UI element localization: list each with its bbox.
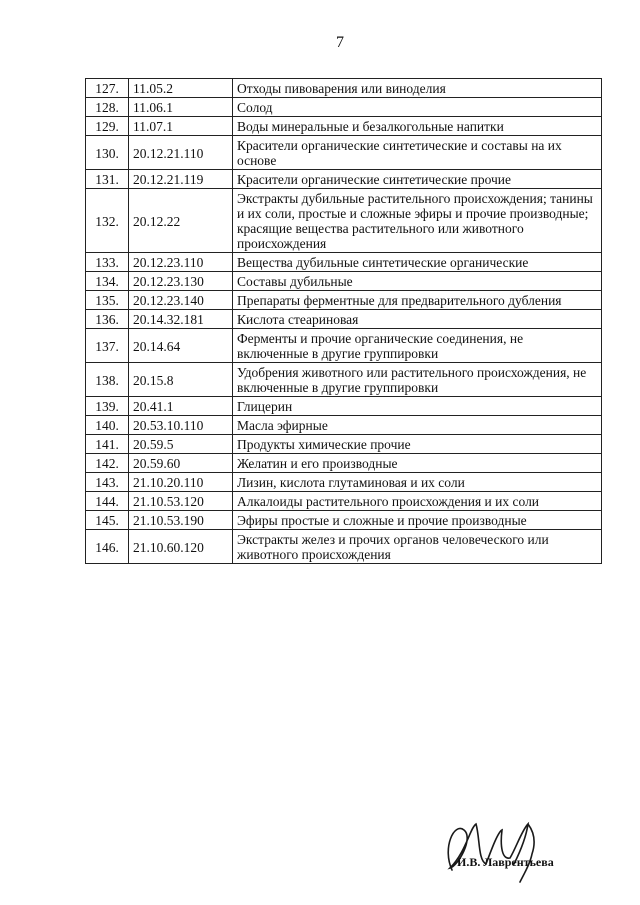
table-row [86,291,602,310]
okpd-code: 20.59.60 [129,454,233,473]
okpd-code: 21.10.60.120 [129,530,233,564]
product-name: Ферменты и прочие органические соединения, не включенные в другие группировки [233,329,602,363]
row-number: 134. [86,272,129,291]
table-row [86,416,602,435]
okpd-code: 11.07.1 [129,117,233,136]
table-body [86,79,602,564]
row-number: 143. [86,473,129,492]
okpd-code: 20.12.21.119 [129,170,233,189]
product-name: Отходы пивоварения или виноделия [233,79,602,98]
okpd-code: 11.05.2 [129,79,233,98]
row-number: 131. [86,170,129,189]
product-name: Глицерин [233,397,602,416]
product-name: Экстракты желез и прочих органов человеческого или животного происхождения [233,530,602,564]
table-row [86,170,602,189]
okpd-code: 20.14.32.181 [129,310,233,329]
row-number: 146. [86,530,129,564]
product-name: Препараты ферментные для предварительного дубления [233,291,602,310]
okpd-code: 20.15.8 [129,363,233,397]
table-row [86,363,602,397]
table-row [86,253,602,272]
row-number: 133. [86,253,129,272]
row-number: 140. [86,416,129,435]
row-number: 136. [86,310,129,329]
product-name: Вещества дубильные синтетические органические [233,253,602,272]
handwritten-signature [440,808,580,888]
okpd-code: 20.14.64 [129,329,233,363]
product-codes-table [85,78,602,564]
table-row [86,79,602,98]
row-number: 141. [86,435,129,454]
product-name: Воды минеральные и безалкогольные напитки [233,117,602,136]
row-number: 138. [86,363,129,397]
row-number: 144. [86,492,129,511]
row-number: 142. [86,454,129,473]
product-name: Желатин и его производные [233,454,602,473]
table-row [86,189,602,253]
product-name: Масла эфирные [233,416,602,435]
product-name: Составы дубильные [233,272,602,291]
product-name: Эфиры простые и сложные и прочие производные [233,511,602,530]
row-number: 132. [86,189,129,253]
page-number: 7 [336,34,344,51]
signer-name: И.В. Лаврентьева [457,855,554,869]
table-row [86,329,602,363]
okpd-code: 20.12.23.110 [129,253,233,272]
row-number: 137. [86,329,129,363]
product-name: Лизин, кислота глутаминовая и их соли [233,473,602,492]
okpd-code: 20.12.23.130 [129,272,233,291]
okpd-code: 21.10.53.120 [129,492,233,511]
table-row [86,98,602,117]
okpd-code: 20.12.23.140 [129,291,233,310]
product-name: Удобрения животного или растительного происхождения, не включенные в другие группировки [233,363,602,397]
okpd-code: 20.59.5 [129,435,233,454]
okpd-code: 20.12.21.110 [129,136,233,170]
row-number: 135. [86,291,129,310]
table-row [86,492,602,511]
okpd-code: 21.10.20.110 [129,473,233,492]
product-name: Алкалоиды растительного происхождения и их соли [233,492,602,511]
row-number: 139. [86,397,129,416]
table-row [86,397,602,416]
product-name: Солод [233,98,602,117]
row-number: 127. [86,79,129,98]
row-number: 130. [86,136,129,170]
table-row [86,272,602,291]
product-name: Экстракты дубильные растительного происхождения; танины и их соли, простые и сложные эфиры и прочие производные; красящие вещества растительного или животного происхождения [233,189,602,253]
row-number: 128. [86,98,129,117]
okpd-code: 20.53.10.110 [129,416,233,435]
row-number: 145. [86,511,129,530]
product-name: Кислота стеариновая [233,310,602,329]
okpd-code: 20.41.1 [129,397,233,416]
table-row [86,117,602,136]
okpd-code: 20.12.22 [129,189,233,253]
product-name: Продукты химические прочие [233,435,602,454]
table-row [86,530,602,564]
okpd-code: 21.10.53.190 [129,511,233,530]
table-row [86,136,602,170]
product-name: Красители органические синтетические прочие [233,170,602,189]
table-row [86,511,602,530]
table-row [86,435,602,454]
okpd-code: 11.06.1 [129,98,233,117]
row-number: 129. [86,117,129,136]
table-row [86,473,602,492]
table-row [86,310,602,329]
table-row [86,454,602,473]
product-name: Красители органические синтетические и составы на их основе [233,136,602,170]
